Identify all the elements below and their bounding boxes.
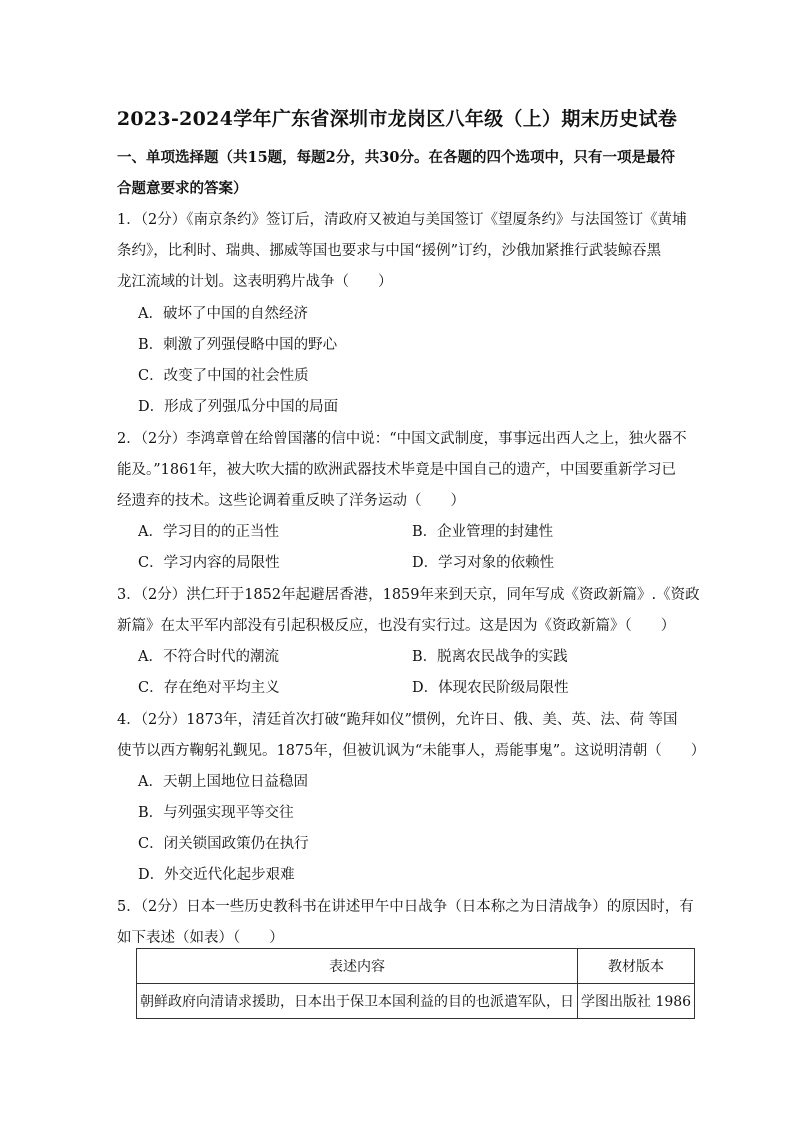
table-cell-content: 朝鲜政府向清请求援助，日本出于保卫本国利益的目的也派遣军队，日 bbox=[137, 984, 578, 1019]
question-5-stem-line1: 5．（2分）日本一些历史教科书在讲述甲午中日战争（日本称之为日清战争）的原因时，有 bbox=[117, 899, 694, 915]
question-4-option-a: A．天朝上国地位日益稳固 bbox=[138, 774, 308, 790]
question-2-option-d: D．学习对象的依赖性 bbox=[412, 555, 555, 571]
question-2-stem-line1: 2．（2分）李鸿章曾在给曾国藩的信中说：“中国文武制度，事事远出西人之上，独火器不 bbox=[117, 431, 687, 447]
table-header-row bbox=[137, 949, 695, 984]
question-5-table bbox=[136, 948, 695, 1019]
question-3-option-b: B．脱离农民战争的实践 bbox=[412, 649, 568, 665]
question-3-option-c: C．存在绝对平均主义 bbox=[138, 680, 280, 696]
question-4-stem-line1: 4．（2分）1873年，清廷首次打破“跪拜如仪”惯例，允许日、俄、美、英、法、荷 等国 bbox=[117, 712, 678, 728]
question-2-option-b: B．企业管理的封建性 bbox=[412, 524, 554, 540]
question-4-stem-line2: 使节以西方鞠躬礼觐见。1875年，但被讥讽为“未能事人，焉能事鬼”。这说明清朝（ ） bbox=[117, 743, 706, 759]
table-header-edition: 教材版本 bbox=[578, 949, 695, 984]
section-heading-line2: 合题意要求的答案） bbox=[117, 180, 248, 197]
question-5-stem-line2: 如下表述（如表）（ ） bbox=[117, 930, 284, 946]
question-1-stem-line2: 条约》，比利时、瑞典、挪威等国也要求与中国“援例”订约，沙俄加紧推行武装鲸吞黑 bbox=[117, 243, 662, 259]
page-title: 2023-2024学年广东省深圳市龙岗区八年级（上）期末历史试卷 bbox=[116, 108, 678, 130]
question-2-stem-line3: 经遗弃的技术。这些论调着重反映了洋务运动（ ） bbox=[117, 493, 465, 509]
question-1-option-d: D．形成了列强瓜分中国的局面 bbox=[138, 399, 339, 415]
table-row bbox=[137, 984, 695, 1019]
question-3-stem-line2: 新篇》在太平军内部没有引起积极反应，也没有实行过。这是因为《资政新篇》（ ） bbox=[117, 618, 676, 634]
table-header-content: 表述内容 bbox=[137, 949, 578, 984]
question-1-option-c: C．改变了中国的社会性质 bbox=[138, 368, 309, 384]
question-2-option-a: A．学习目的的正当性 bbox=[138, 524, 279, 540]
question-3-stem-line1: 3．（2分）洪仁玕于1852年起避居香港，1859年来到天京，同年写成《资政新篇》.《资政 bbox=[117, 587, 700, 603]
question-3-option-d: D．体现农民阶级局限性 bbox=[412, 680, 569, 696]
question-2-stem-line2: 能及。”1861年，被大吹大擂的欧洲武器技术毕竟是中国自己的遗产，中国要重新学习已 bbox=[117, 462, 677, 478]
question-3-option-a: A．不符合时代的潮流 bbox=[138, 649, 279, 665]
question-1-option-b: B．刺激了列强侵略中国的野心 bbox=[138, 337, 338, 353]
question-2-option-c: C．学习内容的局限性 bbox=[138, 555, 280, 571]
table-cell-edition: 学图出版社 1986 bbox=[578, 984, 695, 1019]
question-1-stem-line1: 1．（2分）《南京条约》签订后，清政府又被迫与美国签订《望厦条约》与法国签订《黄埔 bbox=[117, 212, 687, 228]
question-4-option-d: D．外交近代化起步艰难 bbox=[138, 867, 295, 883]
question-4-option-b: B．与列强实现平等交往 bbox=[138, 805, 294, 821]
question-1-stem-line3: 龙江流域的计划。这表明鸦片战争（ ） bbox=[117, 274, 393, 290]
question-4-option-c: C．闭关锁国政策仍在执行 bbox=[138, 836, 309, 852]
section-heading-line1: 一、单项选择题（共15题，每题2分，共30分。在各题的四个选项中，只有一项是最符 bbox=[117, 149, 675, 166]
question-1-option-a: A．破坏了中国的自然经济 bbox=[138, 306, 308, 322]
